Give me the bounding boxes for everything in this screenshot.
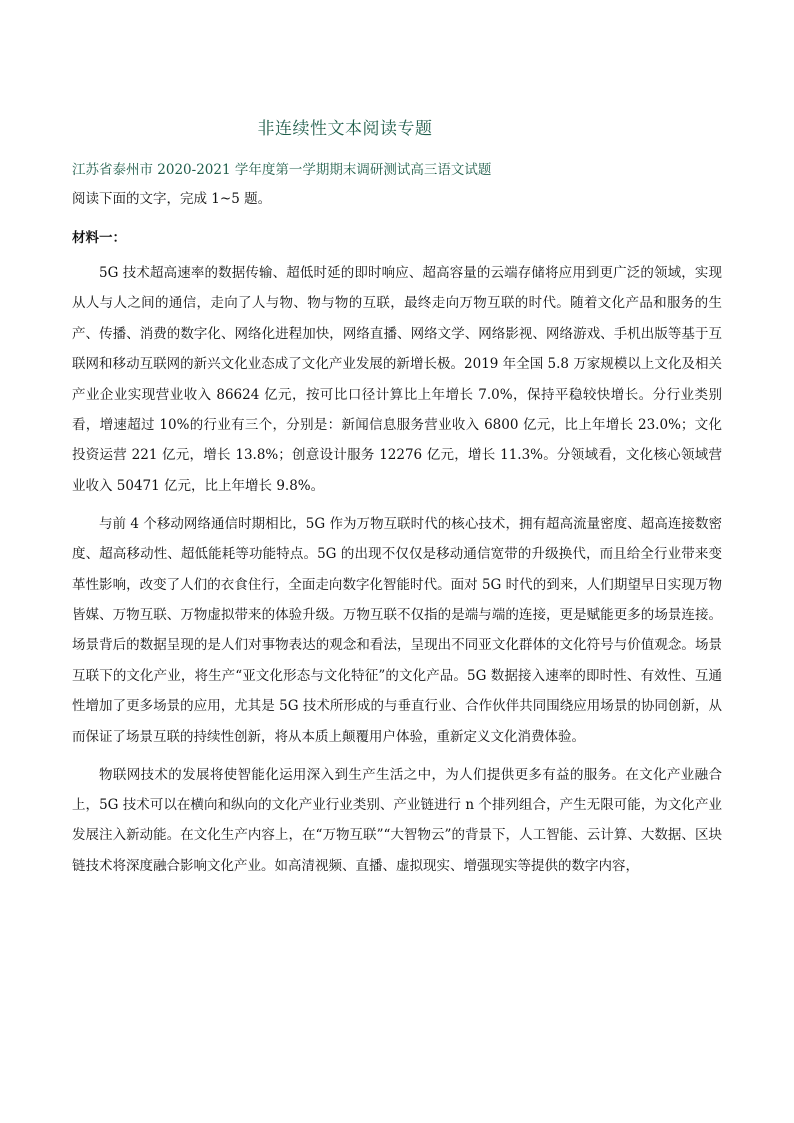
exam-source-subtitle: 江苏省泰州市 2020-2021 学年度第一学期期末调研测试高三语文试题 xyxy=(72,162,492,178)
paragraph-1: 5G 技术超高速率的数据传输、超低时延的即时响应、超高容量的云端存储将应用到更广泛的领域，实现从人与人之间的通信，走向了人与物、物与物的互联，最终走向万物互联的时代。随着文化产品和服务的生产、传播、消费的数字化、网络化进程加快，网络直播、网络文学、网络影视、网络游戏、手机出版等基于互联网和移动互联网的新兴文化业态成了文化产业发展的新增长极。2019 年全国 5.8 万家规模以上文化及相关产业企业实现营业收入 86624 亿元，按可比口径计算比上年增长 7.0%，保持平稳较快增长。分行业类别看，增速超过 10%的行业有三个，分别是：新闻信息服务营业收入 6800 亿元，比上年增长 23.0%；文化投资运营 221 亿元，增长 13.8%；创意设计服务 12276 亿元，增长 11.3%。分领域看，文化核心领域营业收入 50471 亿元，比上年增长 9.8%。 xyxy=(72,265,722,494)
paragraph-2: 与前 4 个移动网络通信时期相比，5G 作为万物互联时代的核心技术，拥有超高流量密度、超高连接数密度、超高移动性、超低能耗等功能特点。5G 的出现不仅仅是移动通信宽带的升级换代，而且给全行业带来变革性影响，改变了人们的衣食住行，全面走向数字化智能时代。面对 5G 时代的到来，人们期望早日实现万物皆媒、万物互联、万物虚拟带来的体验升级。万物互联不仅指的是端与端的连接，更是赋能更多的场景连接。场景背后的数据呈现的是人们对事物表达的观念和看法，呈现出不同亚文化群体的文化符号与价值观念。场景互联下的文化产业，将生产“亚文化形态与文化特征”的文化产品。5G 数据接入速率的即时性、有效性、互通性增加了更多场景的应用，尤其是 5G 技术所形成的与垂直行业、合作伙伴共同围绕应用场景的协同创新，从而保证了场景互联的持续性创新，将从本质上颠覆用户体验，重新定义文化消费体验。 xyxy=(72,515,722,745)
material-one-label: 材料一： xyxy=(72,230,126,246)
material-body xyxy=(72,258,722,889)
paragraph-3: 物联网技术的发展将使智能化运用深入到生产生活之中，为人们提供更多有益的服务。在文化产业融合上，5G 技术可以在横向和纵向的文化产业行业类别、产业链进行 n 个排列组合，产生无限可能，为文化产业发展注入新动能。在文化生产内容上，在“万物互联”“大智物云”的背景下，人工智能、云计算、大数据、区块链技术将深度融合影响文化产业。如高清视频、直播、虚拟现实、增强现实等提供的数字内容， xyxy=(72,766,722,874)
document-title: 非连续性文本阅读专题 xyxy=(257,119,433,139)
reading-instruction: 阅读下面的文字，完成 1~5 题。 xyxy=(72,191,272,207)
